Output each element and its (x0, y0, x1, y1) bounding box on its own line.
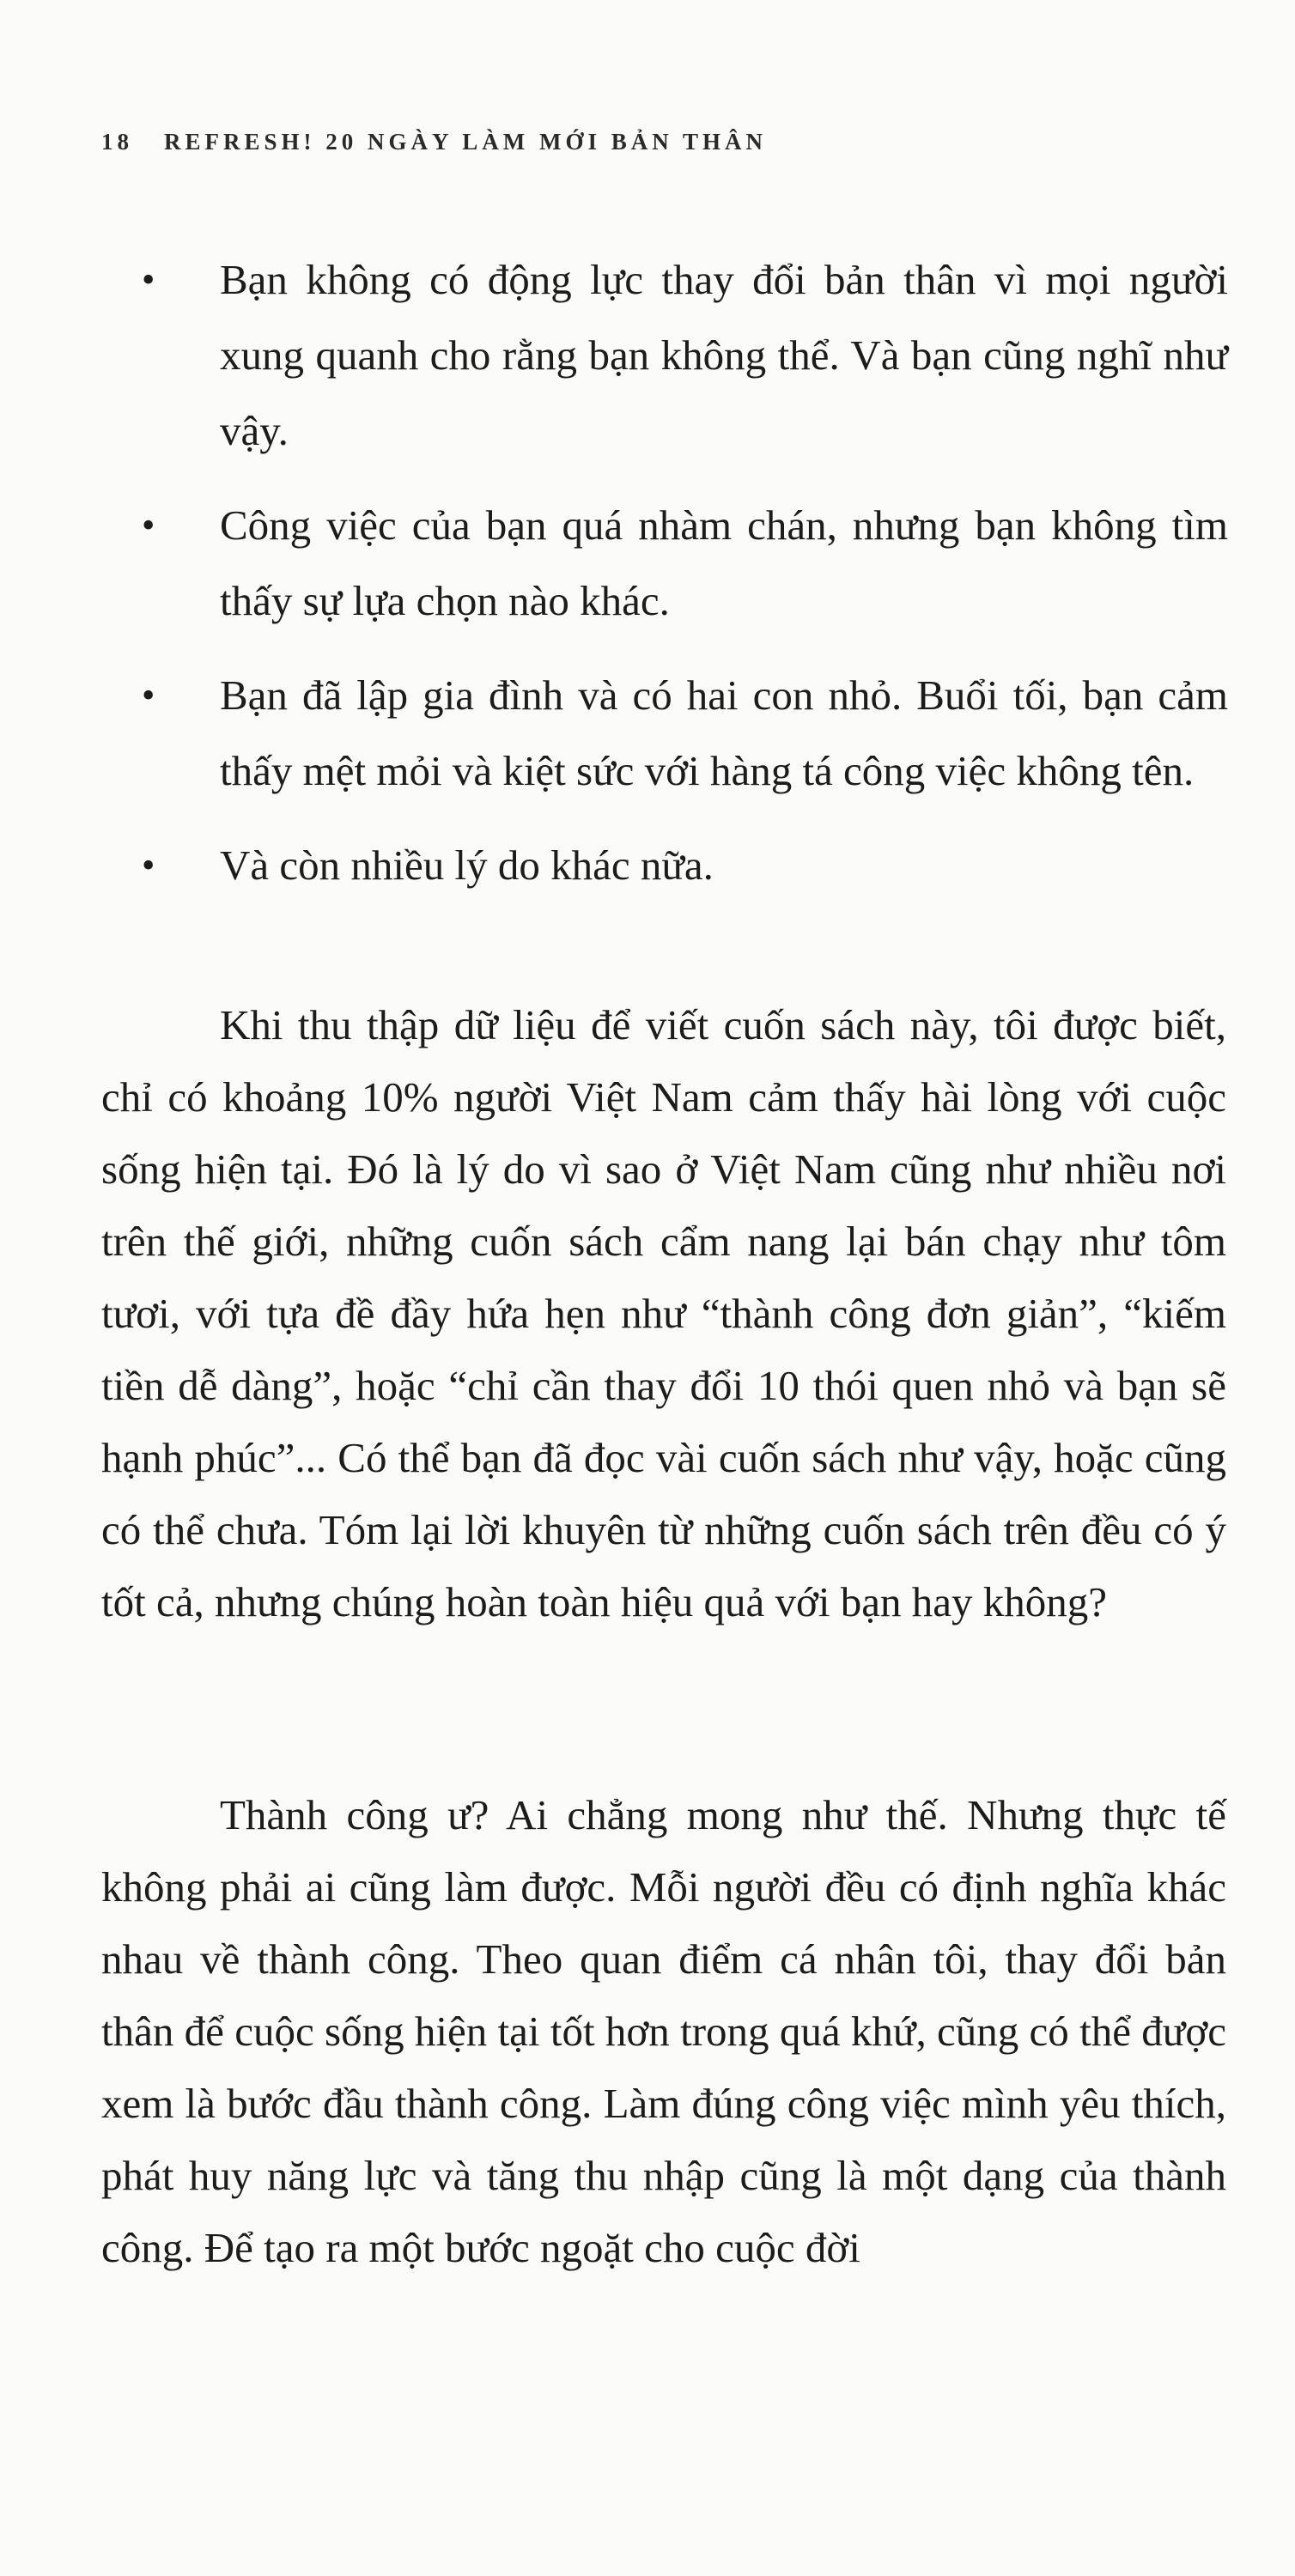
running-header (101, 129, 767, 155)
bullet-item (129, 658, 1228, 809)
bullet-item (129, 242, 1228, 469)
bullet-icon: • (142, 504, 155, 546)
bullet-icon: • (142, 674, 155, 716)
bullet-list (129, 242, 1228, 922)
body-paragraph: Khi thu thập dữ liệu để viết cuốn sách này, tôi được biết, chỉ có khoảng 10% người Việt Nam cảm thấy hài lòng với cuộc sống hiện tại. Đó là lý do vì sao ở Việt Nam cũng như nhiều nơi trên thế giới, những cuốn sách cẩm nang lại bán chạy như tôm tươi, với tựa đề đầy hứa hẹn như “thành công đơn giản”, “kiếm tiền dễ dàng”, hoặc “chỉ cần thay đổi 10 thói quen nhỏ và bạn sẽ hạnh phúc”... Có thể bạn đã đọc vài cuốn sách như vậy, hoặc cũng có thể chưa. Tóm lại lời khuyên từ những cuốn sách trên đều có ý tốt cả, nhưng chúng hoàn toàn hiệu quả với bạn hay không? (101, 1001, 1226, 1625)
bullet-item (129, 828, 1228, 903)
bullet-text: Và còn nhiều lý do khác nữa. (220, 841, 714, 889)
bullet-text: Bạn không có động lực thay đổi bản thân vì mọi người xung quanh cho rằng bạn không thể. Và bạn cũng nghĩ như vậy. (220, 256, 1228, 454)
bullet-item (129, 488, 1228, 639)
bullet-text: Công việc của bạn quá nhàm chán, nhưng bạn không tìm thấy sự lựa chọn nào khác. (220, 501, 1228, 624)
body-paragraph: Thành công ư? Ai chẳng mong như thế. Nhưng thực tế không phải ai cũng làm được. Mỗi người đều có định nghĩa khác nhau về thành công. Theo quan điểm cá nhân tôi, thay đổi bản thân để cuộc sống hiện tại tốt hơn trong quá khứ, cũng có thể được xem là bước đầu thành công. Làm đúng công việc mình yêu thích, phát huy năng lực và tăng thu nhập cũng là một dạng của thành công. Để tạo ra một bước ngoặt cho cuộc đời (101, 1791, 1226, 2271)
bullet-icon: • (142, 258, 155, 301)
book-title: REFRESH! 20 NGÀY LÀM MỚI BẢN THÂN (164, 129, 768, 155)
page-number: 18 (101, 129, 133, 155)
bullet-icon: • (142, 844, 155, 886)
bullet-text: Bạn đã lập gia đình và có hai con nhỏ. Buổi tối, bạn cảm thấy mệt mỏi và kiệt sức với hàng tá công việc không tên. (220, 671, 1228, 794)
